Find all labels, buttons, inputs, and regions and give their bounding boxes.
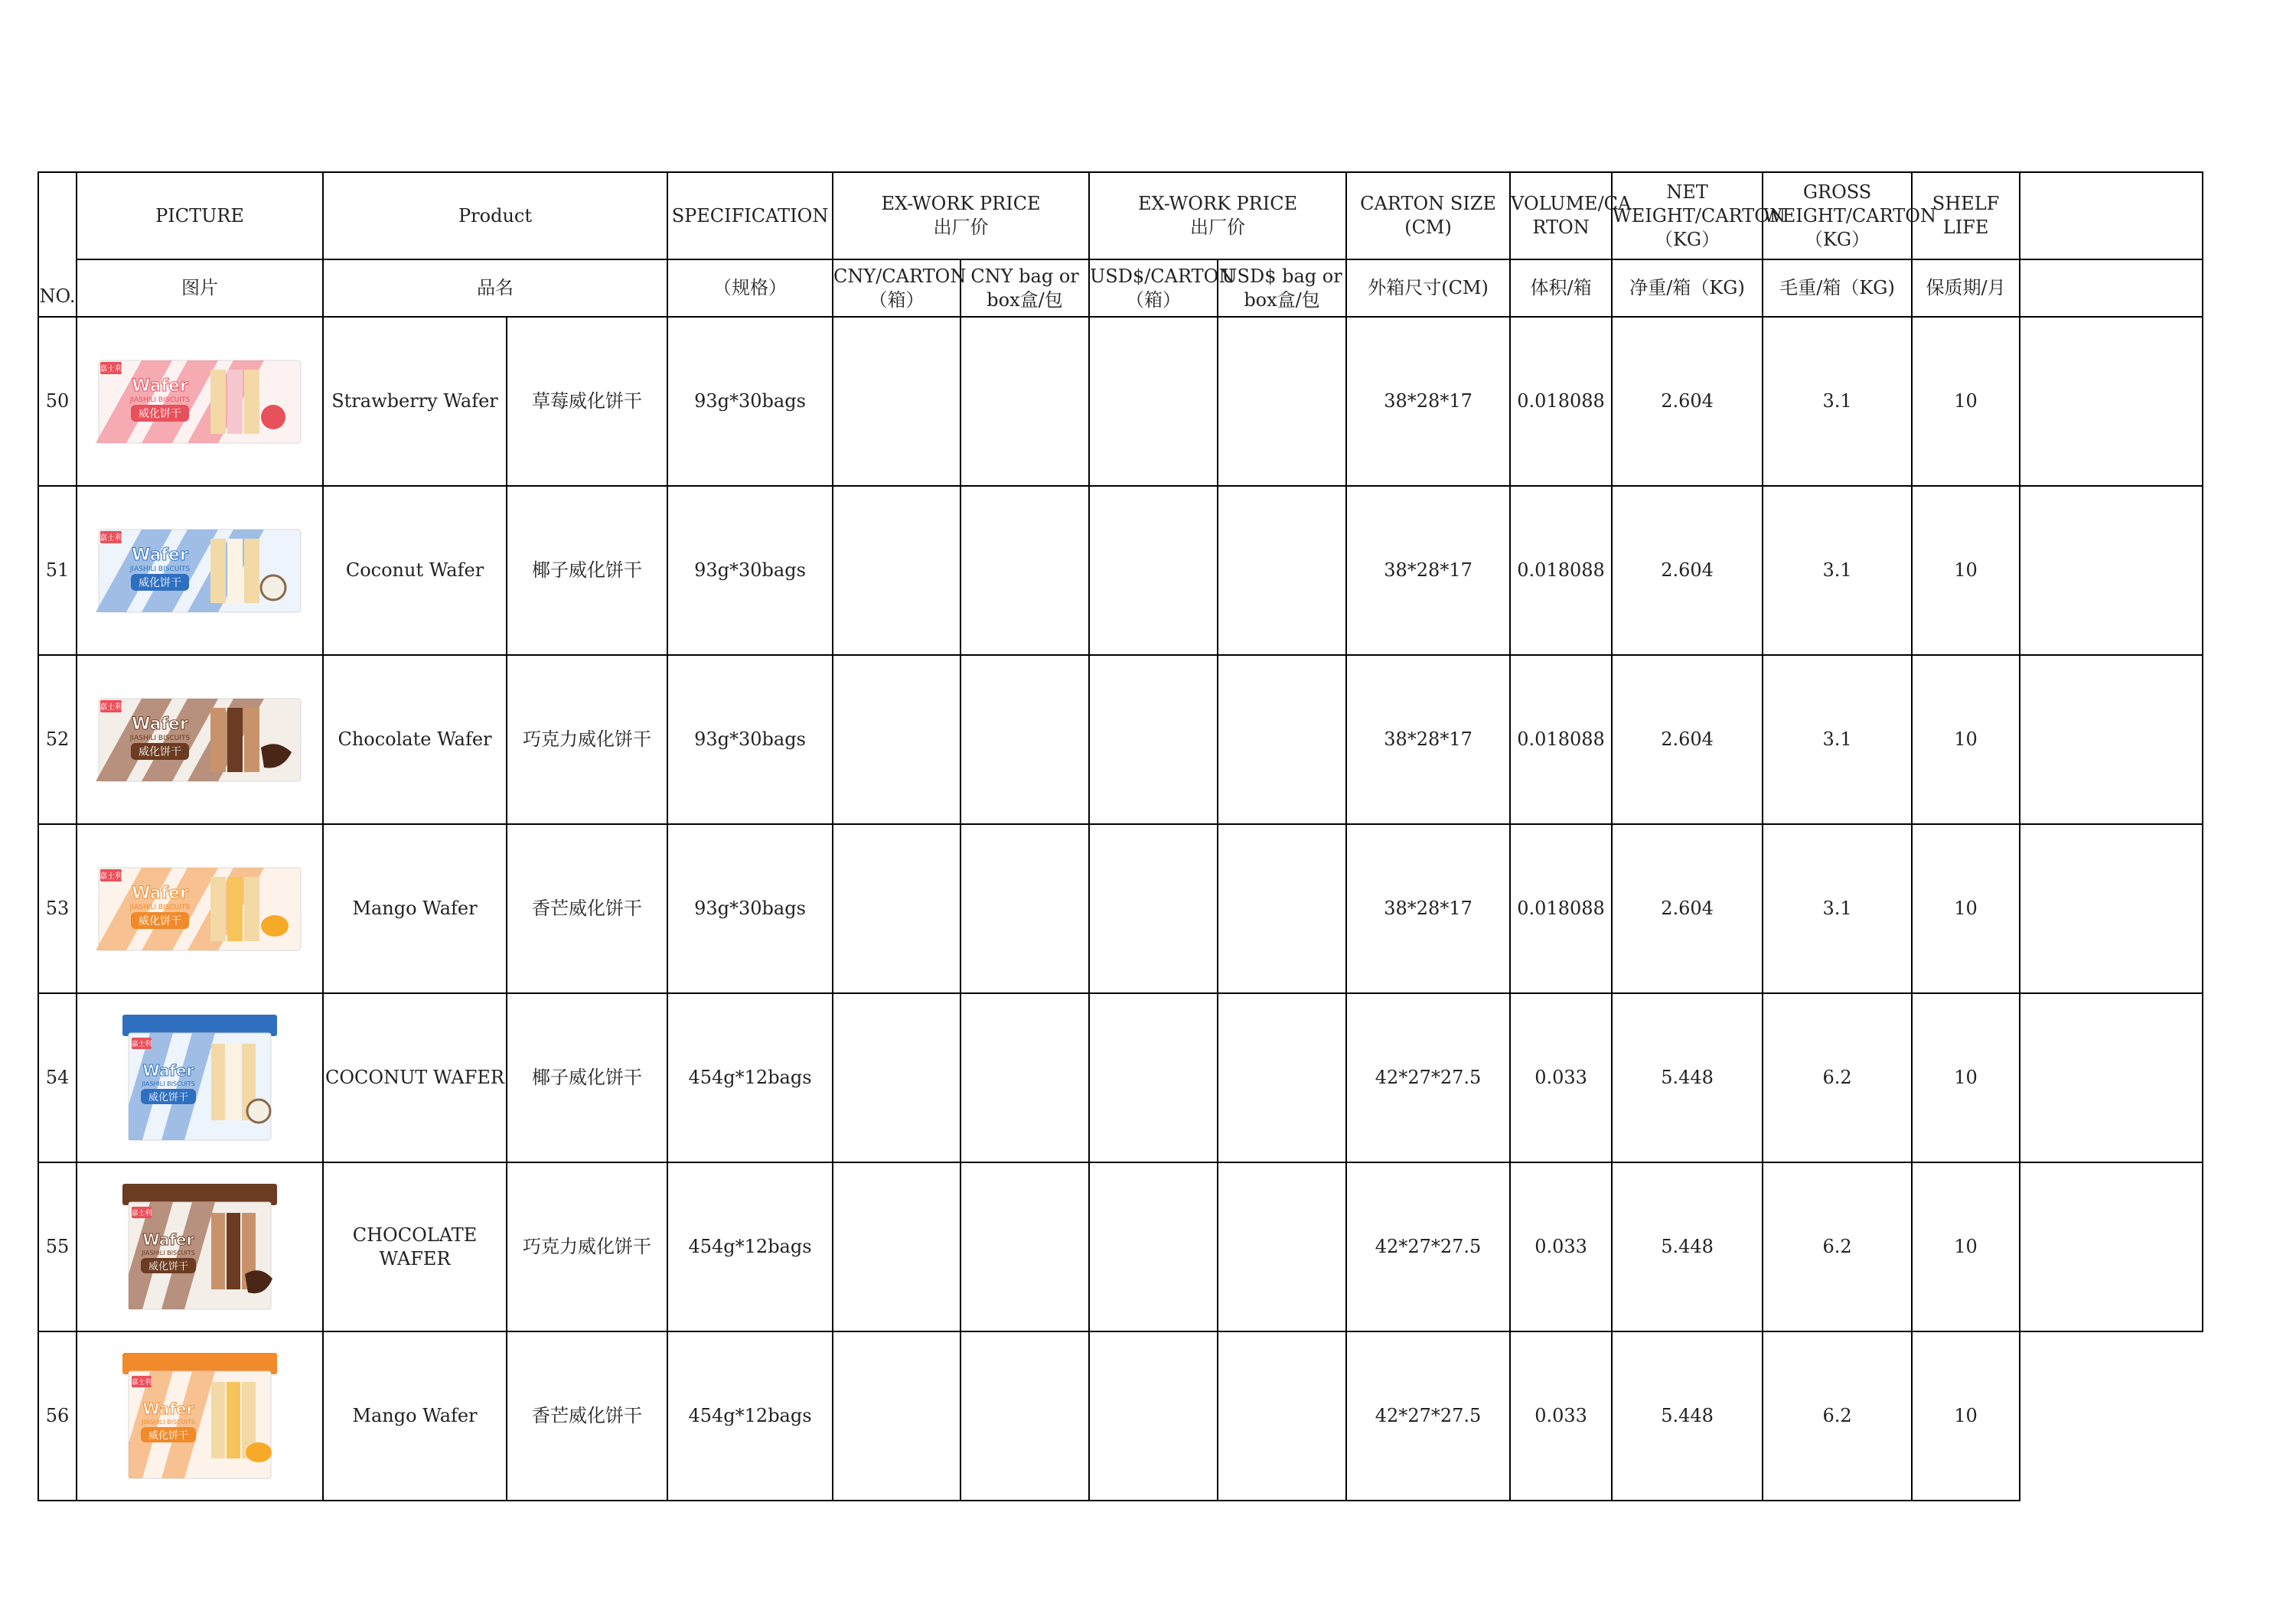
svg-text:嘉士利: 嘉士利 <box>99 872 122 881</box>
usd-carton-price <box>1089 486 1218 655</box>
carton-size: 42*27*27.5 <box>1346 1331 1510 1501</box>
product-picture <box>77 317 323 486</box>
table-row <box>38 317 2203 486</box>
header-specification: SPECIFICATION <box>667 172 833 259</box>
usd-bag-price <box>1218 993 1346 1162</box>
usd-carton-price <box>1089 993 1218 1162</box>
gross-weight: 6.2 <box>1763 1331 1912 1501</box>
svg-text:威化饼干: 威化饼干 <box>139 576 181 589</box>
shelf-life: 10 <box>1912 1162 2020 1331</box>
svg-text:嘉士利: 嘉士利 <box>99 364 122 373</box>
blank-cell <box>2020 1162 2203 1331</box>
cny-bag-price <box>960 317 1089 486</box>
carton-size: 38*28*17 <box>1346 824 1510 993</box>
blank-cell <box>2020 1331 2203 1501</box>
svg-text:JIASHILI BISCUITS: JIASHILI BISCUITS <box>142 1418 195 1426</box>
chocolate-wafer-bag-image <box>96 694 304 786</box>
svg-text:Wafer: Wafer <box>132 545 188 565</box>
volume: 0.018088 <box>1510 655 1612 824</box>
product-picture <box>77 655 323 824</box>
table-row <box>38 1162 2203 1331</box>
product-spec: 93g*30bags <box>667 317 833 486</box>
strawberry-wafer-bag-image <box>96 356 304 448</box>
carton-size: 38*28*17 <box>1346 486 1510 655</box>
mango-wafer-bag-image <box>96 863 304 955</box>
header-cny-bag: CNY bag or box盒/包 <box>960 259 1089 317</box>
svg-text:嘉士利: 嘉士利 <box>99 533 122 543</box>
product-name-en: CHOCOLATE WAFER <box>323 1162 507 1331</box>
cny-bag-price <box>960 1162 1089 1331</box>
product-picture <box>77 486 323 655</box>
product-name-en: Mango Wafer <box>323 1331 507 1501</box>
gross-weight: 6.2 <box>1763 993 1912 1162</box>
row-no: 50 <box>38 317 77 486</box>
product-name-cn: 椰子威化饼干 <box>507 486 667 655</box>
product-name-en: Chocolate Wafer <box>323 655 507 824</box>
header-product-cn: 品名 <box>323 259 667 317</box>
carton-size: 38*28*17 <box>1346 317 1510 486</box>
cny-carton-price <box>833 1331 960 1501</box>
product-spec: 454g*12bags <box>667 1331 833 1501</box>
shelf-life: 10 <box>1912 1331 2020 1501</box>
cny-bag-price <box>960 486 1089 655</box>
product-name-cn: 椰子威化饼干 <box>507 993 667 1162</box>
svg-text:威化饼干: 威化饼干 <box>148 1091 189 1103</box>
header-cny-carton: CNY/CARTON （箱） <box>833 259 960 317</box>
blank-cell <box>2020 486 2203 655</box>
product-picture <box>77 1331 323 1501</box>
cny-carton-price <box>833 1162 960 1331</box>
usd-carton-price <box>1089 655 1218 824</box>
header-picture-cn: 图片 <box>77 259 323 317</box>
gross-weight: 3.1 <box>1763 655 1912 824</box>
carton-size: 42*27*27.5 <box>1346 1162 1510 1331</box>
product-name-cn: 草莓威化饼干 <box>507 317 667 486</box>
table-row <box>38 655 2203 824</box>
coconut-wafer-big-bag-image <box>119 1013 280 1143</box>
product-picture <box>77 824 323 993</box>
blank-cell <box>2020 317 2203 486</box>
header-carton-size: CARTON SIZE (CM) <box>1346 172 1510 259</box>
usd-carton-price <box>1089 1331 1218 1501</box>
usd-carton-price <box>1089 1162 1218 1331</box>
net-weight: 2.604 <box>1612 824 1763 993</box>
usd-bag-price <box>1218 1331 1346 1501</box>
shelf-life: 10 <box>1912 824 2020 993</box>
net-weight: 5.448 <box>1612 1331 1763 1501</box>
carton-size: 38*28*17 <box>1346 655 1510 824</box>
header-gross-weight: GROSS WEIGHT/CARTON （KG） <box>1763 172 1912 259</box>
cny-bag-price <box>960 655 1089 824</box>
product-spec: 93g*30bags <box>667 824 833 993</box>
header-usd-carton: USD$/CARTON （箱） <box>1089 259 1218 317</box>
net-weight: 2.604 <box>1612 655 1763 824</box>
cny-carton-price <box>833 993 960 1162</box>
svg-text:威化饼干: 威化饼干 <box>139 914 181 927</box>
blank-cell <box>2020 993 2203 1162</box>
chocolate-wafer-big-bag-image <box>119 1182 280 1312</box>
svg-text:JIASHILI BISCUITS: JIASHILI BISCUITS <box>129 396 191 404</box>
header-exwork-usd: EX-WORK PRICE 出厂价 <box>1089 172 1346 259</box>
svg-text:嘉士利: 嘉士利 <box>131 1378 152 1387</box>
volume: 0.033 <box>1510 1162 1612 1331</box>
table-row <box>38 486 2203 655</box>
svg-text:嘉士利: 嘉士利 <box>99 702 122 712</box>
svg-text:嘉士利: 嘉士利 <box>131 1040 152 1048</box>
svg-text:Wafer: Wafer <box>132 883 188 903</box>
product-spec: 454g*12bags <box>667 1162 833 1331</box>
header-exwork-cny: EX-WORK PRICE 出厂价 <box>833 172 1089 259</box>
shelf-life: 10 <box>1912 317 2020 486</box>
svg-text:Wafer: Wafer <box>142 1061 194 1080</box>
mango-wafer-big-bag-image <box>119 1351 280 1481</box>
cny-carton-price <box>833 824 960 993</box>
usd-bag-price <box>1218 317 1346 486</box>
svg-text:威化饼干: 威化饼干 <box>139 407 181 420</box>
net-weight: 5.448 <box>1612 993 1763 1162</box>
gross-weight: 6.2 <box>1763 1162 1912 1331</box>
header-shelf-life: SHELF LIFE <box>1912 172 2020 259</box>
net-weight: 2.604 <box>1612 317 1763 486</box>
header-carton-size-cn: 外箱尺寸(CM) <box>1346 259 1510 317</box>
blank-cell <box>2020 655 2203 824</box>
cny-carton-price <box>833 655 960 824</box>
header-product: Product <box>323 172 667 259</box>
svg-text:Wafer: Wafer <box>132 376 188 396</box>
header-volume: VOLUME/CA RTON <box>1510 172 1612 259</box>
svg-text:JIASHILI BISCUITS: JIASHILI BISCUITS <box>142 1249 195 1256</box>
usd-bag-price <box>1218 824 1346 993</box>
shelf-life: 10 <box>1912 486 2020 655</box>
product-name-cn: 巧克力威化饼干 <box>507 1162 667 1331</box>
product-name-cn: 香芒威化饼干 <box>507 824 667 993</box>
header-usd-bag: USD$ bag or box盒/包 <box>1218 259 1346 317</box>
product-name-en: COCONUT WAFER <box>323 993 507 1162</box>
table-row <box>38 1331 2203 1501</box>
svg-text:威化饼干: 威化饼干 <box>148 1429 189 1442</box>
usd-carton-price <box>1089 824 1218 993</box>
header-gross-weight-cn: 毛重/箱（KG) <box>1763 259 1912 317</box>
volume: 0.018088 <box>1510 486 1612 655</box>
shelf-life: 10 <box>1912 993 2020 1162</box>
svg-text:威化饼干: 威化饼干 <box>139 745 181 758</box>
product-name-cn: 香芒威化饼干 <box>507 1331 667 1501</box>
header-net-weight: NET WEIGHT/CARTON （KG） <box>1612 172 1763 259</box>
header-net-weight-cn: 净重/箱（KG) <box>1612 259 1763 317</box>
cny-bag-price <box>960 993 1089 1162</box>
gross-weight: 3.1 <box>1763 824 1912 993</box>
svg-text:威化饼干: 威化饼干 <box>148 1260 189 1273</box>
volume: 0.018088 <box>1510 317 1612 486</box>
table-row <box>38 993 2203 1162</box>
cny-bag-price <box>960 1331 1089 1501</box>
blank-cell <box>2020 824 2203 993</box>
svg-text:Wafer: Wafer <box>142 1230 194 1249</box>
product-name-en: Mango Wafer <box>323 824 507 993</box>
product-spec: 93g*30bags <box>667 655 833 824</box>
gross-weight: 3.1 <box>1763 317 1912 486</box>
product-name-cn: 巧克力威化饼干 <box>507 655 667 824</box>
row-no: 56 <box>38 1331 77 1501</box>
product-picture <box>77 993 323 1162</box>
product-name-en: Strawberry Wafer <box>323 317 507 486</box>
usd-bag-price <box>1218 655 1346 824</box>
volume: 0.033 <box>1510 993 1612 1162</box>
price-list-table <box>38 171 2203 1501</box>
header-blank-2 <box>2020 259 2203 317</box>
usd-bag-price <box>1218 1162 1346 1331</box>
header-shelf-life-cn: 保质期/月 <box>1912 259 2020 317</box>
svg-text:JIASHILI BISCUITS: JIASHILI BISCUITS <box>129 903 191 911</box>
table-row <box>38 824 2203 993</box>
product-name-en: Coconut Wafer <box>323 486 507 655</box>
product-spec: 93g*30bags <box>667 486 833 655</box>
svg-text:Wafer: Wafer <box>132 714 188 734</box>
usd-bag-price <box>1218 486 1346 655</box>
svg-text:JIASHILI BISCUITS: JIASHILI BISCUITS <box>129 565 191 573</box>
row-no: 55 <box>38 1162 77 1331</box>
header-blank <box>2020 172 2203 259</box>
cny-bag-price <box>960 824 1089 993</box>
coconut-wafer-bag-image <box>96 525 304 617</box>
product-spec: 454g*12bags <box>667 993 833 1162</box>
header-specification-cn: （规格） <box>667 259 833 317</box>
cny-carton-price <box>833 317 960 486</box>
gross-weight: 3.1 <box>1763 486 1912 655</box>
header-no: NO. <box>38 172 77 317</box>
carton-size: 42*27*27.5 <box>1346 993 1510 1162</box>
header-picture: PICTURE <box>77 172 323 259</box>
usd-carton-price <box>1089 317 1218 486</box>
svg-text:嘉士利: 嘉士利 <box>131 1209 152 1217</box>
cny-carton-price <box>833 486 960 655</box>
shelf-life: 10 <box>1912 655 2020 824</box>
svg-text:JIASHILI BISCUITS: JIASHILI BISCUITS <box>142 1080 195 1087</box>
row-no: 54 <box>38 993 77 1162</box>
row-no: 53 <box>38 824 77 993</box>
header-volume-cn: 体积/箱 <box>1510 259 1612 317</box>
volume: 0.018088 <box>1510 824 1612 993</box>
net-weight: 5.448 <box>1612 1162 1763 1331</box>
net-weight: 2.604 <box>1612 486 1763 655</box>
row-no: 52 <box>38 655 77 824</box>
row-no: 51 <box>38 486 77 655</box>
product-picture <box>77 1162 323 1331</box>
svg-text:Wafer: Wafer <box>142 1399 194 1418</box>
volume: 0.033 <box>1510 1331 1612 1501</box>
svg-text:JIASHILI BISCUITS: JIASHILI BISCUITS <box>129 734 191 742</box>
